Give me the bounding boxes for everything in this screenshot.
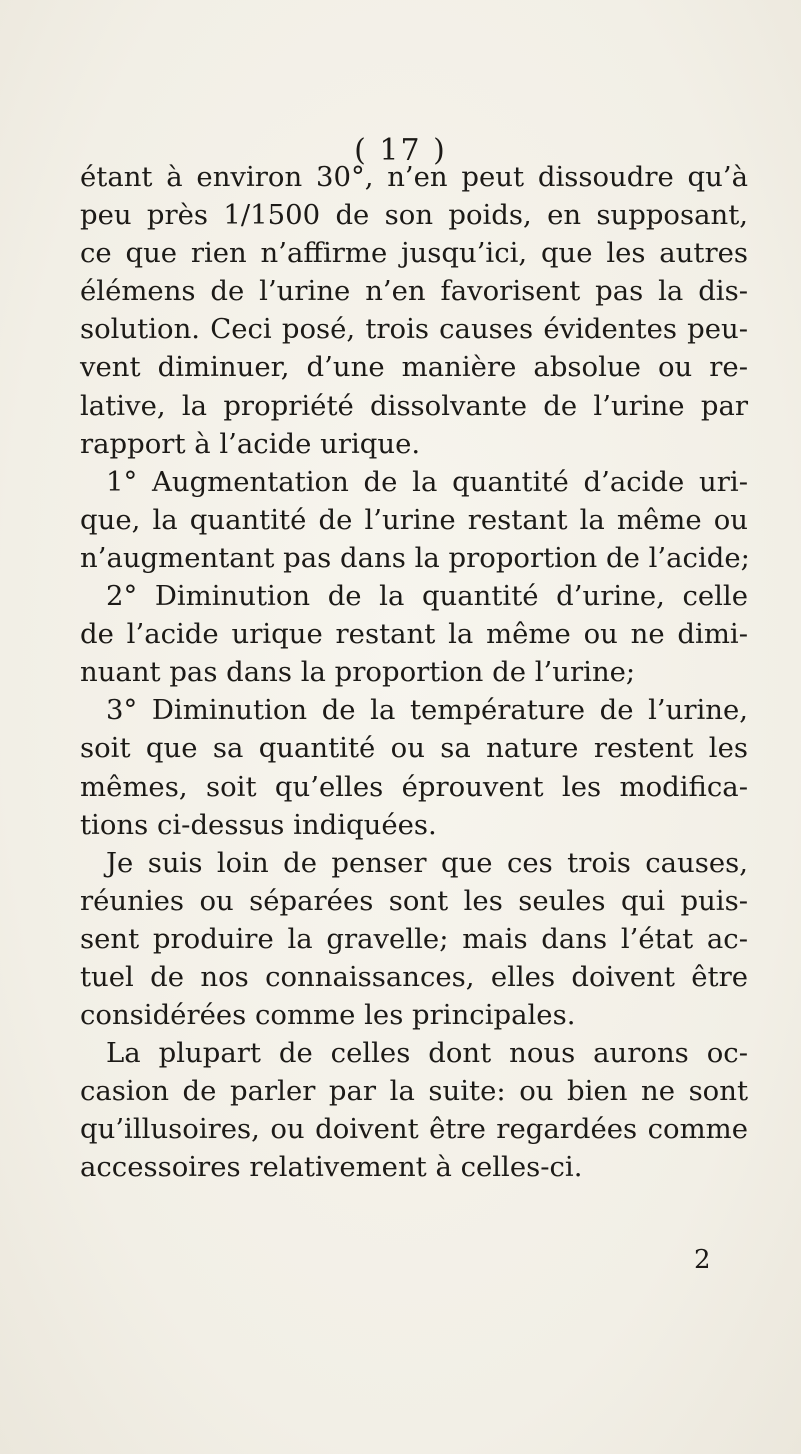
text-line: de l’acide urique restant la même ou ne dimi- <box>80 618 748 651</box>
text-line: rapport à l’acide urique. <box>80 427 421 460</box>
text-line: n’augmentant pas dans la proportion de l’acide; <box>80 541 750 574</box>
text-line: lative, la propriété dissolvante de l’urine par <box>80 389 748 422</box>
text-line: étant à environ 30°, n’en peut dissoudre qu’à <box>80 161 748 193</box>
text-line: mêmes, soit qu’elles éprouvent les modifica- <box>80 770 748 803</box>
page-number: ( 17 ) <box>354 133 447 168</box>
text-line: considérées comme les principales. <box>80 999 576 1032</box>
text-line: La plupart de celles dont nous aurons oc- <box>106 1037 748 1070</box>
text-line: réunies ou séparées sont les seules qui puis- <box>80 884 748 917</box>
text-line: tuel de nos connaissances, elles doivent être <box>80 960 748 993</box>
body-text <box>80 158 748 1187</box>
text-line: casion de parler par la suite: ou bien ne sont <box>80 1075 748 1108</box>
text-line: solution. Ceci posé, trois causes évidentes peu- <box>80 313 748 346</box>
text-line: Je suis loin de penser que ces trois causes, <box>106 846 748 879</box>
text-line: élémens de l’urine n’en favorisent pas la dis- <box>80 275 748 308</box>
text-line: ce que rien n’affirme jusqu’ici, que les autres <box>80 237 748 270</box>
text-line: soit que sa quantité ou sa nature restent les <box>80 732 748 765</box>
text-line: vent diminuer, d’une manière absolue ou re- <box>80 351 748 384</box>
text-line: 2° Diminution de la quantité d’urine, celle <box>106 580 748 613</box>
text-line: sent produire la gravelle; mais dans l’état ac- <box>80 922 748 955</box>
text-line: 3° Diminution de la température de l’urine, <box>106 694 748 727</box>
text-line: 1° Augmentation de la quantité d’acide uri- <box>106 465 748 498</box>
text-line: nuant pas dans la proportion de l’urine; <box>80 656 636 689</box>
text-line: qu’illusoires, ou doivent être regardées comme <box>80 1113 748 1146</box>
signature-mark: 2 <box>694 1245 711 1275</box>
text-line: que, la quantité de l’urine restant la même ou <box>80 503 748 536</box>
text-line: tions ci-dessus indiquées. <box>80 808 437 841</box>
text-line: accessoires relativement à celles-ci. <box>80 1151 583 1184</box>
text-line: peu près 1/1500 de son poids, en supposant, <box>80 199 748 232</box>
